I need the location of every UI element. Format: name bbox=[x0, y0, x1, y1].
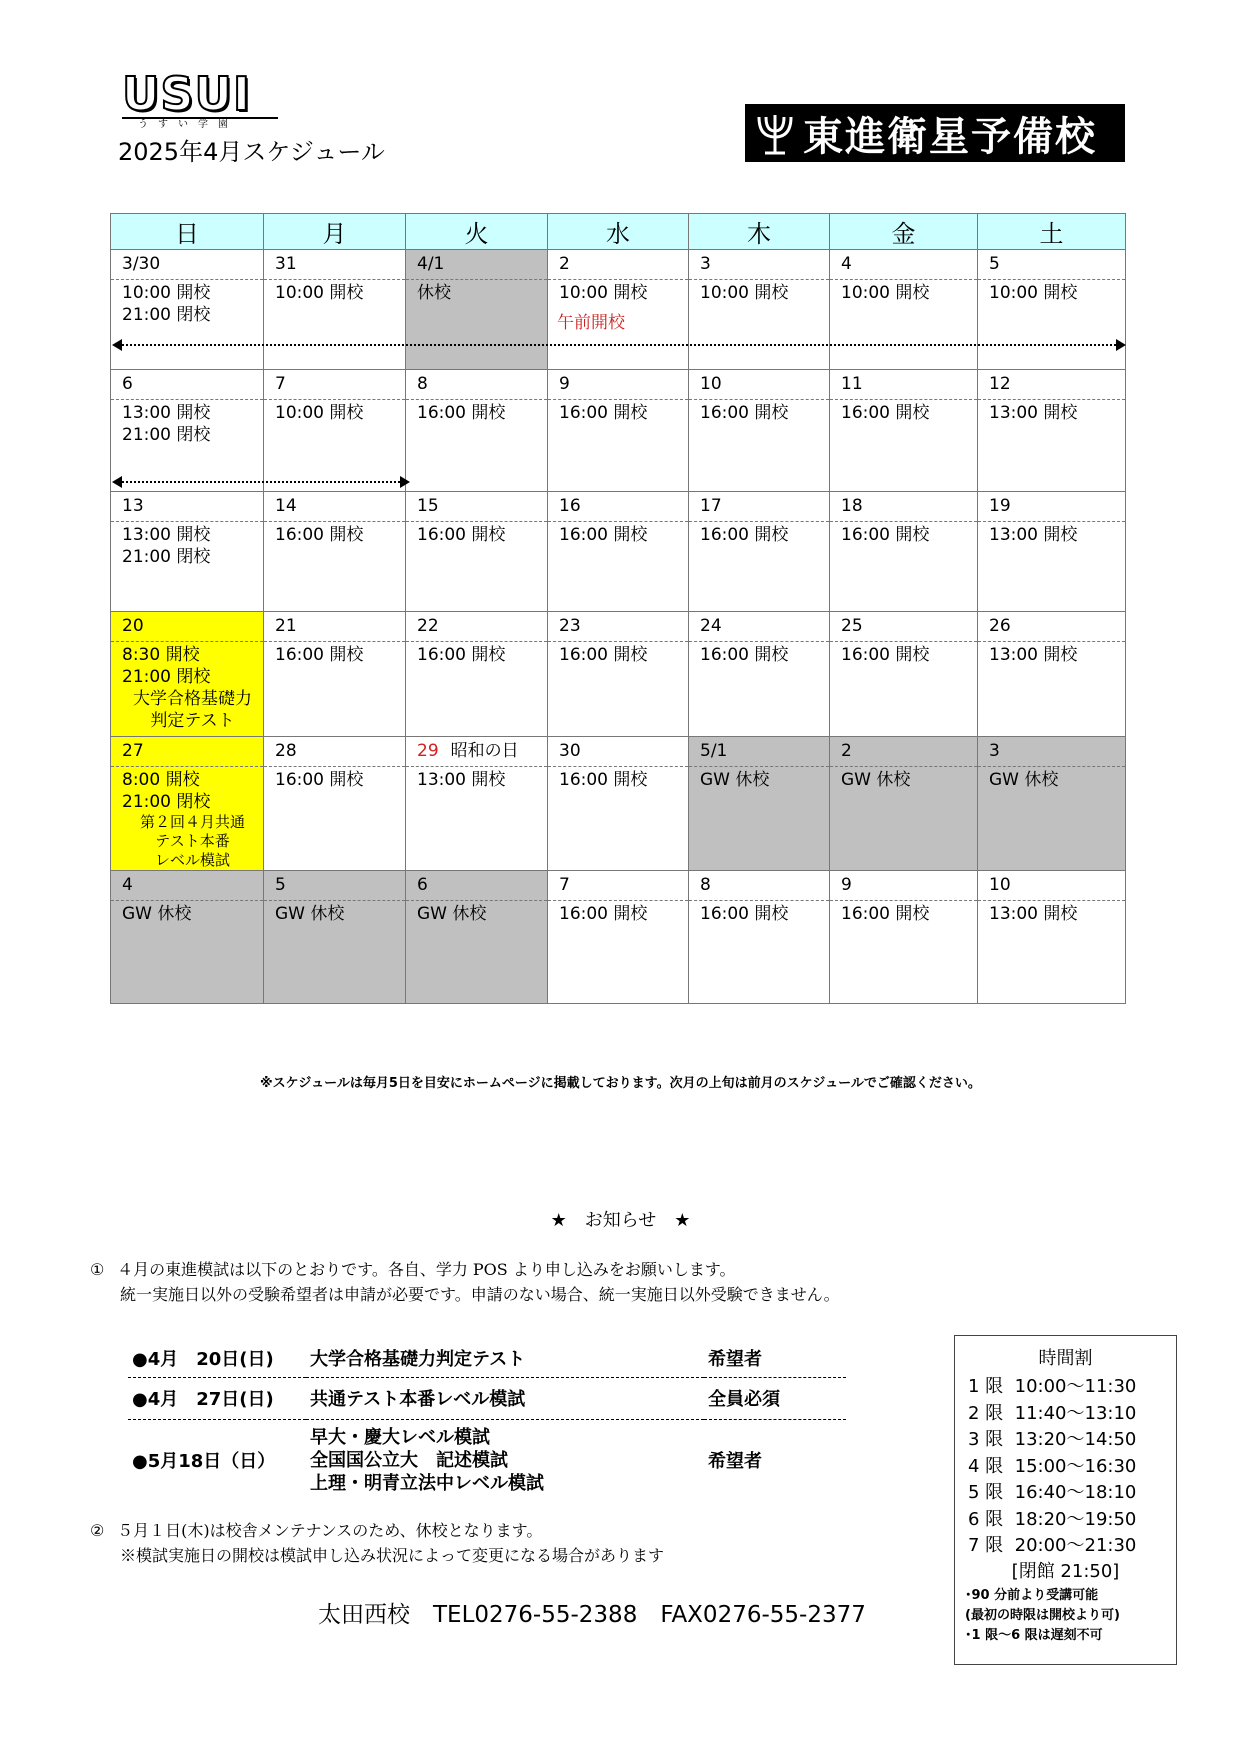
schedule-line: 16:00 開校 bbox=[559, 645, 648, 665]
day-schedule bbox=[689, 767, 830, 871]
date-label: 21 bbox=[275, 616, 297, 636]
date-label: 16 bbox=[559, 496, 581, 516]
timetable-note: (最初の時限は開校より可) bbox=[965, 1607, 1120, 1623]
date-label: 5 bbox=[275, 875, 286, 895]
day-number bbox=[548, 370, 689, 400]
date-label: 8 bbox=[700, 875, 711, 895]
day-number bbox=[264, 492, 406, 522]
day-number bbox=[111, 250, 264, 280]
timetable-period: 3 限 13:20～14:50 bbox=[968, 1429, 1137, 1450]
schedule-line: 16:00 開校 bbox=[417, 645, 506, 665]
date-label: 6 bbox=[417, 875, 428, 895]
arrow-left-icon bbox=[112, 339, 122, 351]
day-number bbox=[830, 612, 978, 642]
day-number bbox=[111, 612, 264, 642]
day-number bbox=[264, 612, 406, 642]
day-schedule bbox=[830, 642, 978, 737]
date-label: 15 bbox=[417, 496, 439, 516]
day-schedule bbox=[689, 400, 830, 492]
page-title: 2025年4月スケジュール bbox=[118, 138, 385, 166]
day-schedule bbox=[548, 400, 689, 492]
day-number bbox=[689, 250, 830, 280]
schedule-line: 16:00 開校 bbox=[275, 770, 364, 790]
day-number bbox=[111, 871, 264, 901]
weekday-header: 木 bbox=[689, 214, 830, 250]
notice-1-line2: 統一実施日以外の受験希望者は申請が必要です。申請のない場合、統一実施日以外受験できません。 bbox=[120, 1285, 840, 1304]
date-label: 4 bbox=[841, 254, 852, 274]
date-label: 10 bbox=[700, 374, 722, 394]
date-label: 9 bbox=[841, 875, 852, 895]
weekday-header: 月 bbox=[264, 214, 406, 250]
day-schedule bbox=[978, 280, 1126, 370]
day-schedule bbox=[978, 901, 1126, 1004]
day-number bbox=[548, 250, 689, 280]
notice-2 bbox=[90, 1518, 664, 1568]
day-schedule bbox=[406, 901, 548, 1004]
day-schedule bbox=[830, 767, 978, 871]
schedule-line: GW 休校 bbox=[841, 770, 911, 790]
arrow-left-icon bbox=[112, 476, 122, 488]
date-label: 20 bbox=[122, 616, 144, 636]
day-number bbox=[978, 370, 1126, 400]
exam-name: 上理・明青立法中レベル模試 bbox=[310, 1472, 544, 1494]
day-number bbox=[978, 871, 1126, 901]
day-number bbox=[406, 370, 548, 400]
day-schedule bbox=[548, 280, 689, 370]
date-label: 17 bbox=[700, 496, 722, 516]
schedule-line: 10:00 開校 bbox=[275, 403, 364, 423]
schedule-line: 13:00 開校 bbox=[989, 645, 1078, 665]
schedule-line: 10:00 開校 bbox=[700, 283, 789, 303]
day-number bbox=[978, 250, 1126, 280]
day-schedule bbox=[111, 280, 264, 370]
schedule-line: 21:00 閉校 bbox=[122, 425, 211, 445]
day-schedule bbox=[111, 901, 264, 1004]
schedule-line: 13:00 開校 bbox=[989, 403, 1078, 423]
notice-2-line1: ５月１日(木)は校舎メンテナンスのため、休校となります。 bbox=[117, 1521, 543, 1540]
range-arrow bbox=[114, 344, 1124, 346]
date-label: 22 bbox=[417, 616, 439, 636]
exam-name: 全国国公立大 記述模試 bbox=[310, 1449, 508, 1471]
day-number bbox=[830, 737, 978, 767]
day-schedule bbox=[548, 522, 689, 612]
notice-1-mark: ① bbox=[90, 1260, 105, 1279]
schedule-line: GW 休校 bbox=[989, 770, 1059, 790]
day-schedule bbox=[978, 400, 1126, 492]
day-number bbox=[406, 737, 548, 767]
schedule-line: 16:00 開校 bbox=[700, 904, 789, 924]
date-label: 6 bbox=[122, 374, 133, 394]
date-label: 10 bbox=[989, 875, 1011, 895]
day-schedule bbox=[830, 522, 978, 612]
exam-target: 希望者 bbox=[708, 1349, 762, 1371]
schedule-line: テスト本番 bbox=[155, 832, 230, 850]
schedule-line: GW 休校 bbox=[700, 770, 770, 790]
exam-date: ●5月18日（日） bbox=[132, 1451, 276, 1473]
schedule-line: 休校 bbox=[417, 283, 451, 303]
day-number bbox=[830, 370, 978, 400]
date-label: 2 bbox=[841, 741, 852, 761]
arrow-right-icon bbox=[1116, 339, 1126, 351]
morning-open-note: 午前開校 bbox=[557, 313, 625, 333]
exam-name: 早大・慶大レベル模試 bbox=[310, 1426, 490, 1448]
date-label: 7 bbox=[275, 374, 286, 394]
schedule-line: 10:00 開校 bbox=[559, 283, 648, 303]
schedule-line: 13:00 開校 bbox=[122, 403, 211, 423]
schedule-line: 16:00 開校 bbox=[841, 904, 930, 924]
day-number bbox=[264, 370, 406, 400]
day-schedule bbox=[264, 901, 406, 1004]
schedule-line: 13:00 開校 bbox=[122, 525, 211, 545]
date-label: 4/1 bbox=[417, 254, 445, 274]
day-schedule bbox=[111, 522, 264, 612]
schedule-line: 8:00 開校 bbox=[122, 770, 200, 790]
brand-name: 東進衛星予備校 bbox=[803, 113, 1097, 160]
schedule-line: 10:00 開校 bbox=[275, 283, 364, 303]
day-schedule bbox=[406, 400, 548, 492]
day-number bbox=[978, 612, 1126, 642]
day-number bbox=[689, 612, 830, 642]
timetable-period: 5 限 16:40～18:10 bbox=[968, 1482, 1137, 1503]
timetable-period: 1 限 10:00～11:30 bbox=[968, 1376, 1137, 1397]
date-label: 3/30 bbox=[122, 254, 161, 274]
notice-2-mark: ② bbox=[90, 1521, 105, 1540]
schedule-line: 16:00 開校 bbox=[275, 525, 364, 545]
day-schedule bbox=[548, 642, 689, 737]
schedule-line: 16:00 開校 bbox=[700, 645, 789, 665]
day-number bbox=[264, 737, 406, 767]
schedule-line: 16:00 開校 bbox=[559, 770, 648, 790]
holiday-label: 昭和の日 bbox=[450, 741, 519, 761]
timetable-note: ･1 限～6 限は遅刻不可 bbox=[965, 1627, 1103, 1643]
usui-logo bbox=[122, 67, 282, 130]
day-schedule bbox=[689, 280, 830, 370]
timetable-note: ･90 分前より受講可能 bbox=[965, 1587, 1099, 1603]
schedule-line: 16:00 開校 bbox=[700, 403, 789, 423]
day-number bbox=[111, 492, 264, 522]
day-schedule bbox=[978, 522, 1126, 612]
candelabra-icon bbox=[753, 111, 797, 155]
schedule-line: 8:30 開校 bbox=[122, 645, 200, 665]
schedule-line: 16:00 開校 bbox=[275, 645, 364, 665]
day-schedule bbox=[406, 280, 548, 370]
schedule-line: 16:00 開校 bbox=[841, 645, 930, 665]
date-label: 31 bbox=[275, 254, 297, 274]
schedule-line: 16:00 開校 bbox=[559, 403, 648, 423]
date-label: 5/1 bbox=[700, 741, 728, 761]
day-number bbox=[689, 871, 830, 901]
logo-subtext: うすい学園 bbox=[122, 117, 278, 131]
date-label: 28 bbox=[275, 741, 297, 761]
date-label: 3 bbox=[700, 254, 711, 274]
date-label: 9 bbox=[559, 374, 570, 394]
exam-list bbox=[128, 1340, 846, 1501]
day-schedule bbox=[689, 901, 830, 1004]
day-number bbox=[264, 250, 406, 280]
day-number bbox=[830, 250, 978, 280]
day-schedule bbox=[406, 642, 548, 737]
day-schedule bbox=[406, 767, 548, 871]
day-schedule bbox=[689, 642, 830, 737]
day-schedule bbox=[111, 400, 264, 492]
date-label: 5 bbox=[989, 254, 1000, 274]
schedule-line: 13:00 開校 bbox=[417, 770, 506, 790]
day-schedule bbox=[548, 767, 689, 871]
weekday-header: 金 bbox=[830, 214, 978, 250]
notice-2-line2: ※模試実施日の開校は模試申し込み状況によって変更になる場合があります bbox=[120, 1546, 665, 1565]
schedule-line: 21:00 閉校 bbox=[122, 667, 211, 687]
day-schedule bbox=[264, 642, 406, 737]
day-number bbox=[406, 492, 548, 522]
day-number bbox=[111, 737, 264, 767]
date-label: 30 bbox=[559, 741, 581, 761]
exam-name: 共通テスト本番レベル模試 bbox=[310, 1389, 526, 1410]
schedule-line: 16:00 開校 bbox=[559, 904, 648, 924]
date-label: 14 bbox=[275, 496, 297, 516]
day-number bbox=[830, 492, 978, 522]
day-number bbox=[406, 612, 548, 642]
schedule-line: 16:00 開校 bbox=[700, 525, 789, 545]
day-schedule bbox=[830, 400, 978, 492]
day-number bbox=[548, 871, 689, 901]
schedule-line: 21:00 閉校 bbox=[122, 547, 211, 567]
day-schedule bbox=[830, 280, 978, 370]
date-label: 7 bbox=[559, 875, 570, 895]
day-number bbox=[830, 871, 978, 901]
schedule-line: GW 休校 bbox=[275, 904, 345, 924]
day-number bbox=[264, 871, 406, 901]
schedule-line: 判定テスト bbox=[150, 711, 235, 731]
day-number bbox=[406, 871, 548, 901]
day-schedule bbox=[548, 901, 689, 1004]
schedule-line: 16:00 開校 bbox=[841, 525, 930, 545]
timetable-period: 7 限 20:00～21:30 bbox=[968, 1535, 1137, 1556]
calendar-table bbox=[110, 213, 1126, 1004]
day-schedule bbox=[406, 522, 548, 612]
schedule-line: 16:00 開校 bbox=[559, 525, 648, 545]
exam-name: 大学合格基礎力判定テスト bbox=[310, 1349, 526, 1371]
schedule-line: 大学合格基礎力 bbox=[133, 689, 252, 709]
schedule-line: 13:00 開校 bbox=[989, 904, 1078, 924]
date-label: 3 bbox=[989, 741, 1000, 761]
day-number bbox=[689, 737, 830, 767]
date-label: 19 bbox=[989, 496, 1011, 516]
timetable-period: 6 限 18:20～19:50 bbox=[968, 1508, 1137, 1530]
day-schedule bbox=[830, 901, 978, 1004]
timetable-period: 4 限 15:00～16:30 bbox=[968, 1455, 1137, 1477]
notice-1 bbox=[90, 1257, 840, 1307]
date-label: 27 bbox=[122, 741, 144, 761]
day-schedule bbox=[111, 642, 264, 737]
date-label: 8 bbox=[417, 374, 428, 394]
weekday-header: 土 bbox=[978, 214, 1126, 250]
day-schedule bbox=[264, 767, 406, 871]
day-number bbox=[978, 492, 1126, 522]
schedule-line: 第２回４月共通 bbox=[139, 813, 245, 831]
notice-1-line1: ４月の東進模試は以下のとおりです。各自、学力 POS より申し込みをお願いします。 bbox=[117, 1260, 736, 1279]
arrow-right-icon bbox=[400, 476, 410, 488]
toshin-logo bbox=[745, 104, 1125, 162]
date-label: 4 bbox=[122, 875, 133, 895]
exam-date: ●4月 20日(日) bbox=[132, 1349, 274, 1371]
day-number bbox=[689, 492, 830, 522]
notice-heading: ★ お知らせ ★ bbox=[550, 1210, 691, 1231]
day-schedule bbox=[978, 642, 1126, 737]
schedule-line: 10:00 開校 bbox=[122, 283, 211, 303]
day-number bbox=[978, 737, 1126, 767]
timetable-heading: 時間割 bbox=[1038, 1348, 1093, 1369]
calendar-footnote: ※スケジュールは毎月5日を目安にホームページに掲載しております。次月の上旬は前月のスケジュールでご確認ください。 bbox=[260, 1076, 981, 1091]
logo-text: USUI bbox=[122, 67, 251, 121]
date-label: 2 bbox=[559, 254, 570, 274]
schedule-line: 13:00 開校 bbox=[989, 525, 1078, 545]
weekday-header: 日 bbox=[111, 214, 264, 250]
weekday-header: 水 bbox=[548, 214, 689, 250]
date-label: 23 bbox=[559, 616, 581, 636]
schedule-line: GW 休校 bbox=[122, 904, 192, 924]
day-number bbox=[548, 737, 689, 767]
date-label: 12 bbox=[989, 374, 1011, 394]
date-label: 11 bbox=[841, 374, 863, 394]
day-number bbox=[548, 612, 689, 642]
day-number bbox=[548, 492, 689, 522]
timetable-period: 2 限 11:40～13:10 bbox=[968, 1402, 1137, 1424]
weekday-header-row bbox=[111, 214, 1126, 250]
date-label: 26 bbox=[989, 616, 1011, 636]
day-schedule bbox=[264, 522, 406, 612]
day-number bbox=[689, 370, 830, 400]
date-label: 13 bbox=[122, 496, 144, 516]
schedule-line: 10:00 開校 bbox=[841, 283, 930, 303]
day-schedule bbox=[978, 767, 1126, 871]
timetable-box bbox=[954, 1335, 1177, 1665]
schedule-line: 16:00 開校 bbox=[417, 525, 506, 545]
range-arrow bbox=[114, 481, 408, 483]
schedule-line: 21:00 閉校 bbox=[122, 792, 211, 812]
schedule-line: レベル模試 bbox=[154, 851, 230, 869]
exam-target: 希望者 bbox=[708, 1451, 762, 1473]
day-schedule bbox=[689, 522, 830, 612]
schedule-line: GW 休校 bbox=[417, 904, 487, 924]
exam-target: 全員必須 bbox=[708, 1389, 780, 1410]
date-label: 29 bbox=[417, 741, 439, 761]
schedule-line: 16:00 開校 bbox=[417, 403, 506, 423]
schedule-line: 16:00 開校 bbox=[841, 403, 930, 423]
weekday-header: 火 bbox=[406, 214, 548, 250]
day-number bbox=[406, 250, 548, 280]
date-label: 24 bbox=[700, 616, 722, 636]
contact-info: 太田西校 TEL0276-55-2388 FAX0276-55-2377 bbox=[318, 1602, 866, 1628]
closing-time: [閉館 21:50] bbox=[1011, 1560, 1120, 1582]
exam-date: ●4月 27日(日) bbox=[132, 1389, 274, 1410]
date-label: 18 bbox=[841, 496, 863, 516]
day-schedule bbox=[264, 400, 406, 492]
day-number bbox=[111, 370, 264, 400]
date-label: 25 bbox=[841, 616, 863, 636]
day-schedule bbox=[111, 767, 264, 871]
day-schedule bbox=[264, 280, 406, 370]
schedule-line: 21:00 閉校 bbox=[122, 305, 211, 325]
schedule-line: 10:00 開校 bbox=[989, 283, 1078, 303]
